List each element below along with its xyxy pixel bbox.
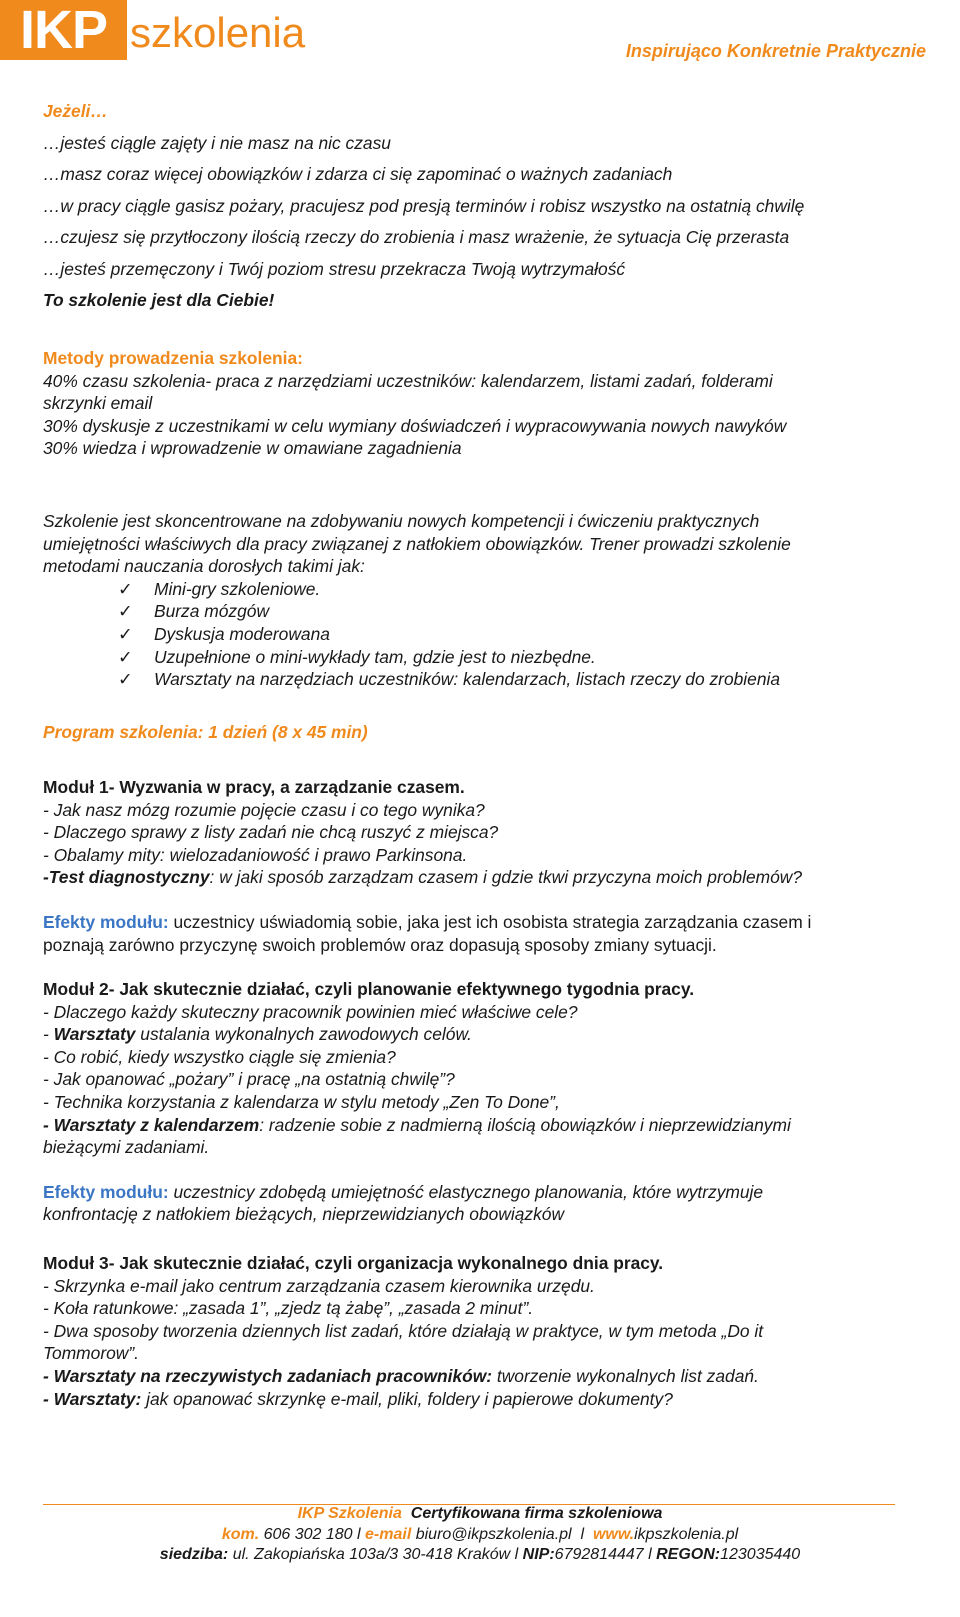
footer-company-name: IKP Szkolenia xyxy=(297,1505,402,1522)
module-title: Moduł 1- Wyzwania w pracy, a zarządzanie czasem. xyxy=(43,777,465,797)
module-line: - Jak nasz mózg rozumie pojęcie czasu i co tego wynika? xyxy=(43,799,485,820)
intro-line: …w pracy ciągle gasisz pożary, pracujesz pod presją terminów i robisz wszystko na ostatnią chwilę xyxy=(43,195,805,216)
module-3 xyxy=(43,1252,923,1410)
effects-text: konfrontację z natłokiem bieżących, nieprzewidzianych obowiązków xyxy=(43,1204,565,1225)
module-line xyxy=(43,1023,923,1046)
focus-line: umiejętności właściwych dla pracy związanej z natłokiem obowiązków. Trener prowadzi szkolenie xyxy=(43,533,791,554)
module-line: Tommorow”. xyxy=(43,1343,139,1364)
checkmark-icon: ✓ xyxy=(118,623,133,644)
module-effects xyxy=(43,1181,923,1204)
module-line: - Obalamy mity: wielozadaniowość i prawo Parkinsona. xyxy=(43,844,468,865)
module-title: Moduł 3- Jak skutecznie działać, czyli organizacja wykonalnego dnia pracy. xyxy=(43,1253,664,1273)
list-item-label: Uzupełnione o mini-wykłady tam, gdzie jest to niezbędne. xyxy=(154,646,596,667)
regon-label: REGON: xyxy=(656,1546,721,1563)
footer-registration xyxy=(0,1546,960,1564)
module-line xyxy=(43,866,923,889)
methods-section xyxy=(43,347,923,460)
header-tagline: Inspirująco Konkretnie Praktycznie xyxy=(625,41,926,61)
dash: - xyxy=(43,1024,54,1045)
regon-value: 123035440 xyxy=(720,1546,801,1563)
list-item xyxy=(118,600,923,623)
intro-line: …masz coraz więcej obowiązków i zdarza ci się zapominać o ważnych zadaniach xyxy=(43,164,673,184)
checkmark-icon: ✓ xyxy=(118,578,133,599)
seat-address: ul. Zakopiańska 103a/3 30-418 Kraków l xyxy=(228,1546,523,1563)
module-line: - Dlaczego sprawy z listy zadań nie chcą ruszyć z miejsca? xyxy=(43,822,499,843)
workshop-text: ustalania wykonalnych zawodowych celów. xyxy=(135,1024,472,1045)
methods-line: 40% czasu szkolenia- praca z narzędziami uczestników: kalendarzem, listami zadań, folderami xyxy=(43,370,773,391)
test-label: -Test diagnostyczny xyxy=(43,867,210,888)
module-line: - Co robić, kiedy wszystko ciągle się zmienia? xyxy=(43,1046,396,1067)
seat-label: siedziba: xyxy=(159,1546,229,1563)
checkmark-icon: ✓ xyxy=(118,601,133,622)
checkmark-icon: ✓ xyxy=(118,646,133,667)
checkmark-icon: ✓ xyxy=(118,669,133,690)
module-title: Moduł 2- Jak skutecznie działać, czyli planowanie efektywnego tygodnia pracy. xyxy=(43,979,695,999)
email-link[interactable]: biuro@ikpszkolenia.pl l xyxy=(411,1526,593,1543)
list-item-label: Warsztaty na narzędziach uczestników: kalendarzach, listach rzeczy do zrobienia xyxy=(154,669,781,690)
nip-value: 6792814447 l xyxy=(554,1546,657,1563)
footer-contact xyxy=(0,1526,960,1544)
focus-line: metodami nauczania dorosłych takimi jak: xyxy=(43,556,365,577)
module-line xyxy=(43,1365,923,1388)
footer-company xyxy=(0,1505,960,1523)
workshop-label: - Warsztaty: xyxy=(43,1388,142,1409)
intro-heading: Jeżeli… xyxy=(43,101,108,121)
list-item xyxy=(118,668,923,691)
workshop-label: - Warsztaty na rzeczywistych zadaniach pracowników: xyxy=(43,1365,493,1386)
methods-check-list xyxy=(118,578,923,691)
nip-label: NIP: xyxy=(522,1546,555,1563)
workshop-label: - Warsztaty z kalendarzem xyxy=(43,1114,260,1135)
module-line: - Dwa sposoby tworzenia dziennych list zadań, które działają w praktyce, w tym metoda „Do it xyxy=(43,1320,764,1341)
list-item xyxy=(118,578,923,601)
email-label: e-mail xyxy=(365,1526,412,1543)
module-line: - Jak opanować „pożary” i pracę „na ostatnią chwilę”? xyxy=(43,1069,455,1090)
module-line: - Dlaczego każdy skuteczny pracownik powinien mieć właściwe cele? xyxy=(43,1001,578,1022)
workshop-text: : radzenie sobie z nadmierną ilością obowiązków i nieprzewidzianymi xyxy=(259,1114,791,1135)
list-item xyxy=(118,646,923,669)
footer-certified: Certyfikowana firma szkoleniowa xyxy=(401,1505,663,1522)
module-line xyxy=(43,1114,923,1137)
phone-number: 606 302 180 l xyxy=(259,1526,366,1543)
effects-text: uczestnicy uświadomią sobie, jaka jest ich osobista strategia zarządzania czasem i xyxy=(168,911,812,932)
list-item-label: Mini-gry szkoleniowe. xyxy=(154,578,321,599)
logo-wordmark: szkolenia xyxy=(130,9,306,56)
intro-section xyxy=(43,96,923,317)
module-effects xyxy=(43,911,923,934)
module-2 xyxy=(43,978,923,1226)
website-link[interactable]: ikpszkolenia.pl xyxy=(634,1526,739,1543)
effects-label: Efekty modułu: xyxy=(43,1181,169,1202)
www-label: www. xyxy=(592,1526,635,1543)
module-line: - Technika korzystania z kalendarza w stylu metody „Zen To Done”, xyxy=(43,1091,560,1112)
intro-closing: To szkolenie jest dla Ciebie! xyxy=(43,290,275,310)
list-item-label: Dyskusja moderowana xyxy=(154,623,330,644)
logo-mark: IKP xyxy=(0,0,127,60)
intro-line: …czujesz się przytłoczony ilością rzeczy do zrobienia i masz wrażenie, że sytuacja Cię przerasta xyxy=(43,227,790,247)
list-item-label: Burza mózgów xyxy=(154,601,270,622)
effects-text: poznają zarówno przyczynę swoich problemów oraz dopasują sposoby zmiany sytuacji. xyxy=(43,934,717,955)
methods-line: 30% wiedza i wprowadzenie w omawiane zagadnienia xyxy=(43,438,462,459)
workshop-text: tworzenie wykonalnych list zadań. xyxy=(492,1365,759,1386)
methods-line: skrzynki email xyxy=(43,393,153,414)
training-focus-section xyxy=(43,510,923,691)
effects-label: Efekty modułu: xyxy=(43,911,169,932)
workshop-text: jak opanować skrzynkę e-mail, pliki, foldery i papierowe dokumenty? xyxy=(141,1388,673,1409)
methods-heading: Metody prowadzenia szkolenia: xyxy=(43,348,303,368)
focus-line: Szkolenie jest skoncentrowane na zdobywaniu nowych kompetencji i ćwiczeniu praktycznych xyxy=(43,511,760,531)
effects-text: uczestnicy zdobędą umiejętność elastycznego planowania, które wytrzymuje xyxy=(168,1181,764,1202)
intro-line: …jesteś przemęczony i Twój poziom stresu przekracza Twoją wytrzymałość xyxy=(43,258,626,279)
module-line: - Koła ratunkowe: „zasada 1”, „zjedz tą żabę”, „zasada 2 minut”. xyxy=(43,1298,534,1319)
module-line: bieżącymi zadaniami. xyxy=(43,1137,210,1158)
phone-label: kom. xyxy=(221,1526,260,1543)
module-1 xyxy=(43,776,923,956)
list-item xyxy=(118,623,923,646)
module-line xyxy=(43,1388,923,1411)
intro-line: …jesteś ciągle zajęty i nie masz na nic czasu xyxy=(43,132,391,153)
methods-line: 30% dyskusje z uczestnikami w celu wymiany doświadczeń i wypracowywania nowych nawyków xyxy=(43,415,787,436)
test-text: : w jaki sposób zarządzam czasem i gdzie tkwi przyczyna moich problemów? xyxy=(209,867,803,888)
workshop-label: Warsztaty xyxy=(53,1024,136,1045)
module-line: - Skrzynka e-mail jako centrum zarządzania czasem kierownika urzędu. xyxy=(43,1275,595,1296)
program-heading: Program szkolenia: 1 dzień (8 x 45 min) xyxy=(43,722,368,742)
program-section xyxy=(43,721,923,744)
company-logo xyxy=(0,0,305,60)
